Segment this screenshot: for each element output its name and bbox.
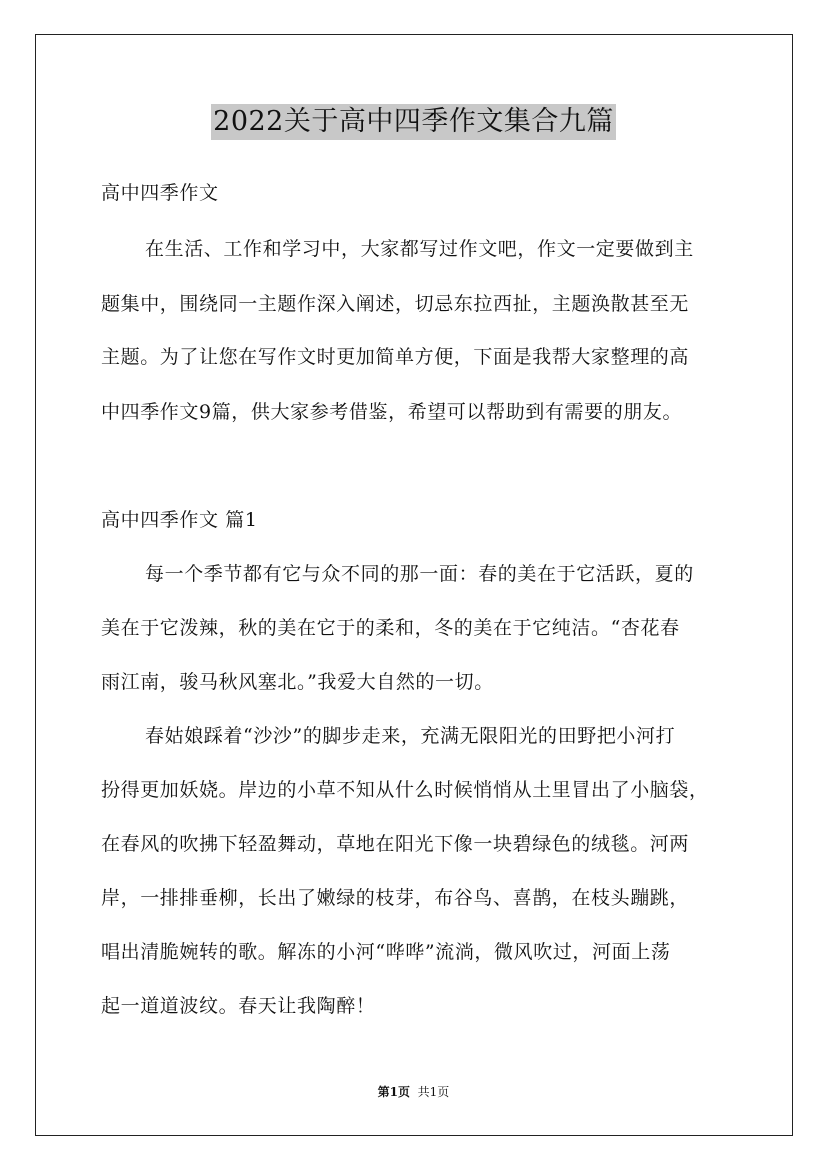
intro-line: 在生活、工作和学习中，大家都写过作文吧，作文一定要做到主 (145, 238, 694, 260)
section1-heading: 高中四季作文 篇1 (101, 509, 258, 531)
paragraph2-line: 扮得更加妖娆。岸边的小草不知从什么时候悄悄从土里冒出了小脑袋， (101, 779, 709, 801)
intro-line: 中四季作文9篇，供大家参考借鉴，希望可以帮助到有需要的朋友。 (101, 401, 683, 423)
page-total: 共1页 (417, 1085, 450, 1099)
paragraph2-line: 起一道道波纹。春天让我陶醉！ (101, 995, 376, 1017)
paragraph2-line: 在春风的吹拂下轻盈舞动，草地在阳光下像一块碧绿色的绒毯。河两 (101, 833, 690, 855)
document-title: 2022关于高中四季作文集合九篇 (211, 104, 616, 140)
intro-line: 题集中，围绕同一主题作深入阐述，切忌东拉西扯，主题涣散甚至无 (101, 293, 690, 315)
paragraph1-line: 雨江南，骏马秋风塞北。”我爱大自然的一切。 (101, 671, 494, 693)
paragraph2-line: 春姑娘踩着“沙沙”的脚步走来，充满无限阳光的田野把小河打 (145, 725, 676, 747)
paragraph2-line: 唱出清脆婉转的歌。解冻的小河“哗哗”流淌，微风吹过，河面上荡 (101, 941, 671, 963)
intro-heading: 高中四季作文 (101, 182, 219, 204)
paragraph2-line: 岸，一排排垂柳，长出了嫩绿的枝芽，布谷鸟、喜鹊，在枝头蹦跳， (101, 887, 690, 909)
page-number: 第1页 (377, 1085, 411, 1099)
page-footer (0, 1083, 827, 1100)
intro-line: 主题。为了让您在写作文时更加简单方便，下面是我帮大家整理的高 (101, 346, 690, 368)
paragraph1-line: 每一个季节都有它与众不同的那一面：春的美在于它活跃，夏的 (145, 563, 694, 585)
paragraph1-line: 美在于它泼辣，秋的美在它于的柔和，冬的美在于它纯洁。“杏花春 (101, 617, 680, 639)
